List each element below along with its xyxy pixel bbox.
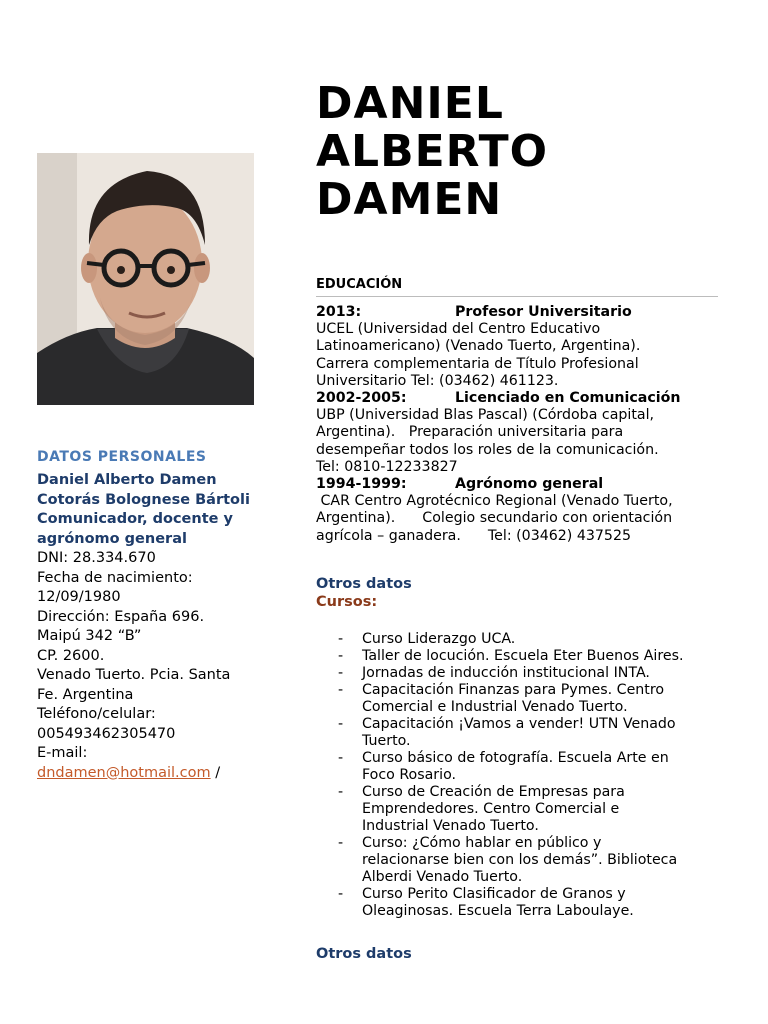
course-item <box>316 682 726 716</box>
name-line-3: DAMEN <box>316 174 503 225</box>
education-entry-title <box>316 390 721 407</box>
courses-heading: Cursos: <box>316 594 378 610</box>
email-link[interactable]: dndamen@hotmail.com <box>37 764 211 781</box>
postal-code: CP. 2600. <box>37 647 105 664</box>
education-line: agrícola – ganadera. Tel: (03462) 437525 <box>316 527 632 544</box>
education-line: Universitario Tel: (03462) 461123. <box>316 372 559 389</box>
email-line <box>37 764 277 784</box>
full-name: Daniel Alberto Damen <box>37 472 217 488</box>
surnames: Cotorás Bolognese Bártoli <box>37 491 250 508</box>
course-item <box>316 750 726 784</box>
course-line: Curso de Creación de Empresas para <box>362 784 625 800</box>
course-line: Curso Liderazgo UCA. <box>362 631 516 647</box>
bullet-dash: - <box>338 886 344 902</box>
role-line-2: agrónomo general <box>37 530 187 547</box>
education-degree: Agrónomo general <box>455 476 604 493</box>
course-line: Foco Rosario. <box>362 767 457 783</box>
course-line: Oleaginosas. Escuela Terra Laboulaye. <box>362 903 634 919</box>
course-item <box>316 665 726 682</box>
course-line: Curso Perito Clasificador de Granos y <box>362 886 626 902</box>
course-line: Capacitación Finanzas para Pymes. Centro <box>362 682 665 698</box>
course-line: Capacitación ¡Vamos a vender! UTN Venado <box>362 716 676 732</box>
education-year: 2002-2005: <box>316 390 407 407</box>
birth-date: 12/09/1980 <box>37 589 121 605</box>
personal-data <box>37 471 277 783</box>
course-line: Jornadas de inducción institucional INTA. <box>362 665 650 681</box>
bullet-dash: - <box>338 648 344 664</box>
education-line: Argentina). Preparación universitaria para <box>316 424 624 441</box>
dni: DNI: 28.334.670 <box>37 550 156 566</box>
bullet-dash: - <box>338 716 344 732</box>
city-2: Fe. Argentina <box>37 686 134 703</box>
education-line: Tel: 0810-12233827 <box>316 458 458 475</box>
email-label: E-mail: <box>37 745 88 761</box>
course-line: Taller de locución. Escuela Eter Buenos Aires. <box>362 648 684 664</box>
course-line: relacionarse bien con los demás”. Biblioteca <box>362 852 678 868</box>
courses-list <box>316 631 726 920</box>
education-entry-title <box>316 304 721 321</box>
course-line: Comercial e Industrial Venado Tuerto. <box>362 699 628 715</box>
bullet-dash: - <box>338 631 344 647</box>
other-data-heading-2: Otros datos <box>316 946 412 962</box>
course-item <box>316 886 726 920</box>
course-item <box>316 648 726 665</box>
bullet-dash: - <box>338 835 344 851</box>
education-degree: Profesor Universitario <box>455 304 632 320</box>
profile-photo <box>37 153 254 405</box>
education-line: Argentina). Colegio secundario con orientación <box>316 510 673 527</box>
name-line-2: ALBERTO <box>316 126 549 177</box>
course-line: Industrial Venado Tuerto. <box>362 818 539 834</box>
personal-data-heading: DATOS PERSONALES <box>37 449 207 465</box>
address-2: Maipú 342 “B” <box>37 628 142 644</box>
education-line: UCEL (Universidad del Centro Educativo <box>316 321 601 338</box>
education-line: CAR Centro Agrotécnico Regional (Venado Tuerto, <box>316 493 673 510</box>
course-item <box>316 784 726 835</box>
education-year: 1994-1999: <box>316 476 407 493</box>
education-line: Latinoamericano) (Venado Tuerto, Argentina). <box>316 338 641 355</box>
education-degree: Licenciado en Comunicación <box>455 390 681 407</box>
course-line: Tuerto. <box>362 733 411 749</box>
bullet-dash: - <box>338 784 344 800</box>
education-year: 2013: <box>316 304 362 320</box>
course-item <box>316 716 726 750</box>
city-1: Venado Tuerto. Pcia. Santa <box>37 667 231 683</box>
address-1: Dirección: España 696. <box>37 608 205 625</box>
candidate-name <box>316 80 548 224</box>
education-entry-title <box>316 476 721 493</box>
education-line: desempeñar todos los roles de la comunicación. <box>316 441 659 458</box>
birth-label: Fecha de nacimiento: <box>37 569 193 586</box>
course-line: Emprendedores. Centro Comercial e <box>362 801 620 817</box>
education-heading: EDUCACIÓN <box>316 277 403 292</box>
email-suffix: / <box>210 764 221 781</box>
course-item <box>316 835 726 886</box>
other-data-heading: Otros datos <box>316 576 412 592</box>
education-divider <box>316 296 718 297</box>
education-line: Carrera complementaria de Título Profesional <box>316 355 639 372</box>
bullet-dash: - <box>338 750 344 766</box>
bullet-dash: - <box>338 682 344 698</box>
course-item <box>316 631 726 648</box>
bullet-dash: - <box>338 665 344 681</box>
education-line: UBP (Universidad Blas Pascal) (Córdoba capital, <box>316 407 655 424</box>
course-line: Curso: ¿Cómo hablar en público y <box>362 835 602 851</box>
role-line-1: Comunicador, docente y <box>37 511 233 527</box>
phone-label: Teléfono/celular: <box>37 706 156 722</box>
course-line: Alberdi Venado Tuerto. <box>362 869 523 885</box>
education-section <box>316 304 721 545</box>
course-line: Curso básico de fotografía. Escuela Arte en <box>362 750 669 766</box>
phone-number: 005493462305470 <box>37 725 176 742</box>
name-line-1: DANIEL <box>316 78 504 129</box>
